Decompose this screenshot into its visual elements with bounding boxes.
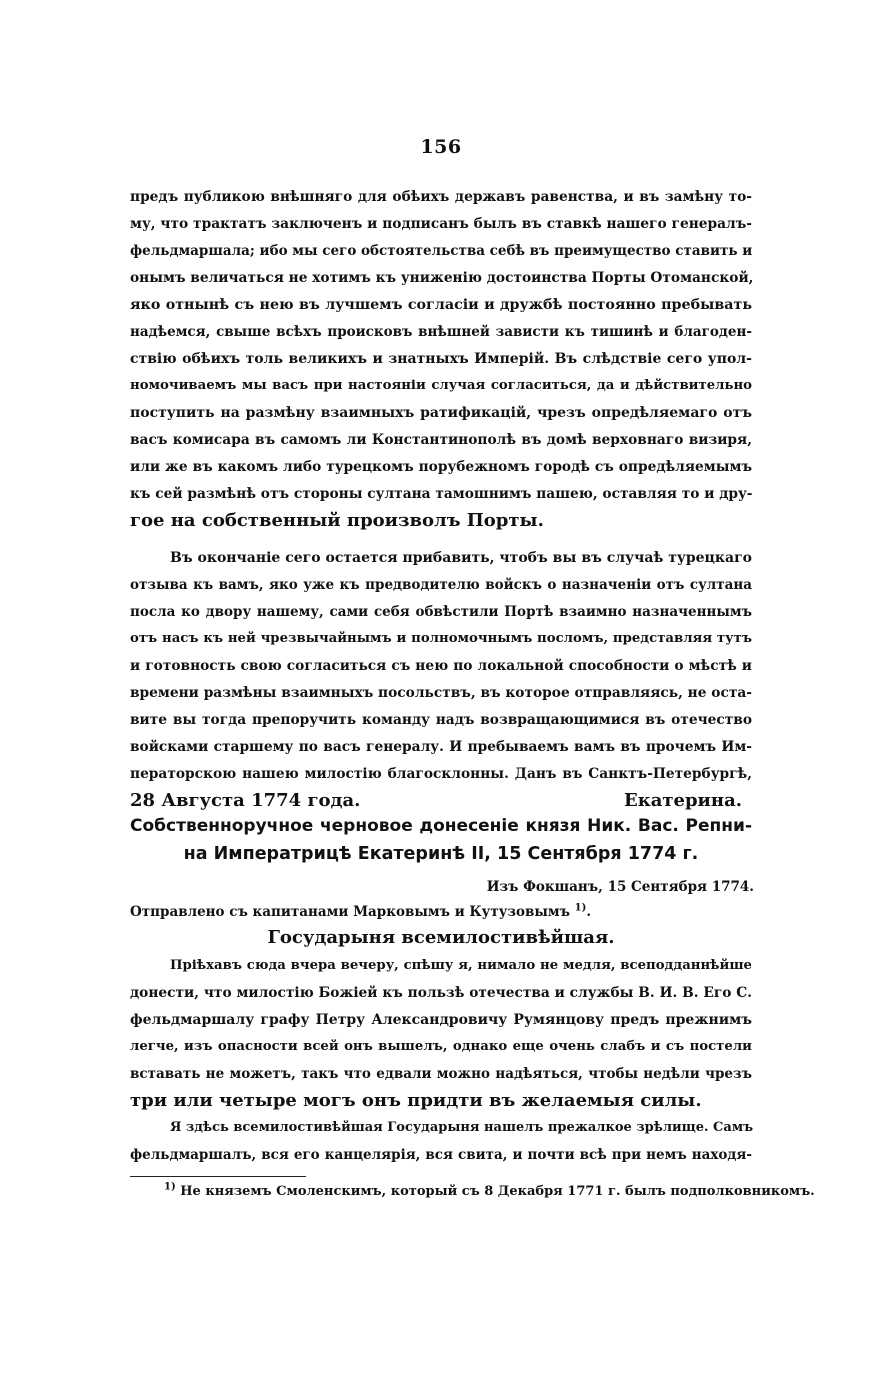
letter-date: 28 Августа 1774 года. — [130, 790, 361, 811]
salutation: Государыня всемилостивѣйшая. — [267, 927, 615, 948]
letter-line: предъ публикою внѣшняго для обѣихъ державъ равенства, и въ замѣну то- — [130, 189, 752, 205]
footnote — [164, 1183, 815, 1201]
letter-line: надѣемся, свыше всѣхъ происковъ внѣшней зависти къ тишинѣ и благоден- — [130, 324, 752, 340]
report-line: три или четыре могъ онъ придти въ желаемыя силы. — [130, 1090, 702, 1111]
letter-line: ствію обѣихъ толь великихъ и знатныхъ Имперій. Въ слѣдствіе сего упол- — [130, 351, 752, 367]
footnote-text: Не княземъ Смоленскимъ, который съ 8 Декабря 1771 г. былъ подполковникомъ. — [180, 1184, 815, 1199]
place-date: Изъ Фокшанъ, 15 Сентября 1774. — [486, 879, 754, 895]
letter-line: яко отнынѣ съ нею въ лучшемъ согласіи и дружбѣ постоянно пребывать — [130, 297, 752, 313]
letter-line: отъ насъ къ ней чрезвычайнымъ и полномочнымъ посломъ, представляя тутъ — [130, 631, 752, 646]
footnote-mark: 1) — [164, 1181, 176, 1193]
letter-line: времени размѣны взаимныхъ посольствъ, въ которое отправляясь, не оста- — [130, 685, 752, 701]
letter-line: гое на собственный произволъ Порты. — [130, 510, 544, 531]
report-line: фельдмаршалу графу Петру Александровичу Румянцову предъ прежнимъ — [130, 1012, 752, 1028]
signature: Екатерина. — [623, 790, 742, 811]
report-line: легче, изъ опасности всей онъ вышелъ, однако еще очень слабъ и съ постели — [130, 1039, 752, 1054]
letter-line: васъ комисара въ самомъ ли Константинополѣ въ домѣ верховнаго визиря, — [130, 432, 752, 448]
letter-line: войсками старшему по васъ генералу. И пребываемъ вамъ въ прочемъ Им- — [130, 739, 752, 755]
report-line: Пріѣхавъ сюда вчера вечеру, спѣшу я, нимало не медля, всеподданнѣйше — [170, 958, 752, 973]
letter-line: фельдмаршала; ибо мы сего обстоятельства себѣ въ преимущество ставить и — [130, 243, 753, 259]
letter-line: ператорскою нашею милостію благосклонны. Данъ въ Санктъ-Петербургѣ, — [130, 766, 752, 782]
report-line: вставать не можетъ, такъ что едвали можно надѣяться, чтобы недѣли чрезъ — [130, 1066, 752, 1082]
document-heading-line1: Собственноручное черновое донесеніе князя Ник. Вас. Репни- — [130, 816, 752, 836]
report-line: донести, что милостію Божіей къ пользѣ отечества и службы В. И. В. Его С. — [130, 985, 752, 1001]
letter-line: посла ко двору нашему, сами себя обвѣстили Портѣ взаимно назначеннымъ — [130, 604, 752, 620]
letter-line: отзыва къ вамъ, яко уже къ предводителю войскъ о назначеніи отъ султана — [130, 577, 752, 593]
letter-line: къ сей размѣнѣ отъ стороны султана тамошнимъ пашею, оставляя то и дру- — [130, 486, 753, 502]
sent-note: Отправлено съ капитанами Марковымъ и Кутузовымъ $^{1)}$. — [130, 902, 592, 920]
letter-line: номочиваемъ мы васъ при настояніи случая согласиться, да и дѣйствительно — [130, 378, 752, 393]
letter-line: или же въ какомъ либо турецкомъ порубежномъ городѣ съ опредѣляемымъ — [130, 459, 752, 475]
footnote-reference[interactable]: 1) — [574, 902, 587, 914]
page-number: 156 — [420, 136, 462, 158]
letter-line: и готовность свою согласиться съ нею по локальной способности о мѣстѣ и — [130, 658, 752, 674]
footnote-divider — [130, 1176, 306, 1177]
letter-line: му, что трактатъ заключенъ и подписанъ былъ въ ставкѣ нашего генералъ- — [130, 216, 752, 232]
report-line: фельдмаршалъ, вся его канцелярія, вся свита, и почти всѣ при немъ находя- — [130, 1147, 752, 1163]
letter-line: вите вы тогда препоручить команду надъ возвращающимися въ отечество — [130, 712, 752, 728]
letter-line: Въ окончаніе сего остается прибавить, чтобъ вы въ случаѣ турецкаго — [170, 550, 752, 566]
sent-note-text: Отправлено съ капитанами Марковымъ и Кутузовымъ — [130, 904, 570, 920]
letter-line: поступить на размѣну взаимныхъ ратификацій, чрезъ опредѣляемаго отъ — [130, 405, 752, 421]
letter-line: онымъ величаться не хотимъ къ униженію достоинства Порты Отоманской, — [130, 270, 754, 286]
report-line: Я здѣсь всемилостивѣйшая Государыня нашелъ прежалкое зрѣлище. Самъ — [170, 1120, 754, 1135]
document-heading-line2: на Императрицѣ Екатеринѣ II, 15 Сентября 1774 г. — [183, 844, 699, 864]
